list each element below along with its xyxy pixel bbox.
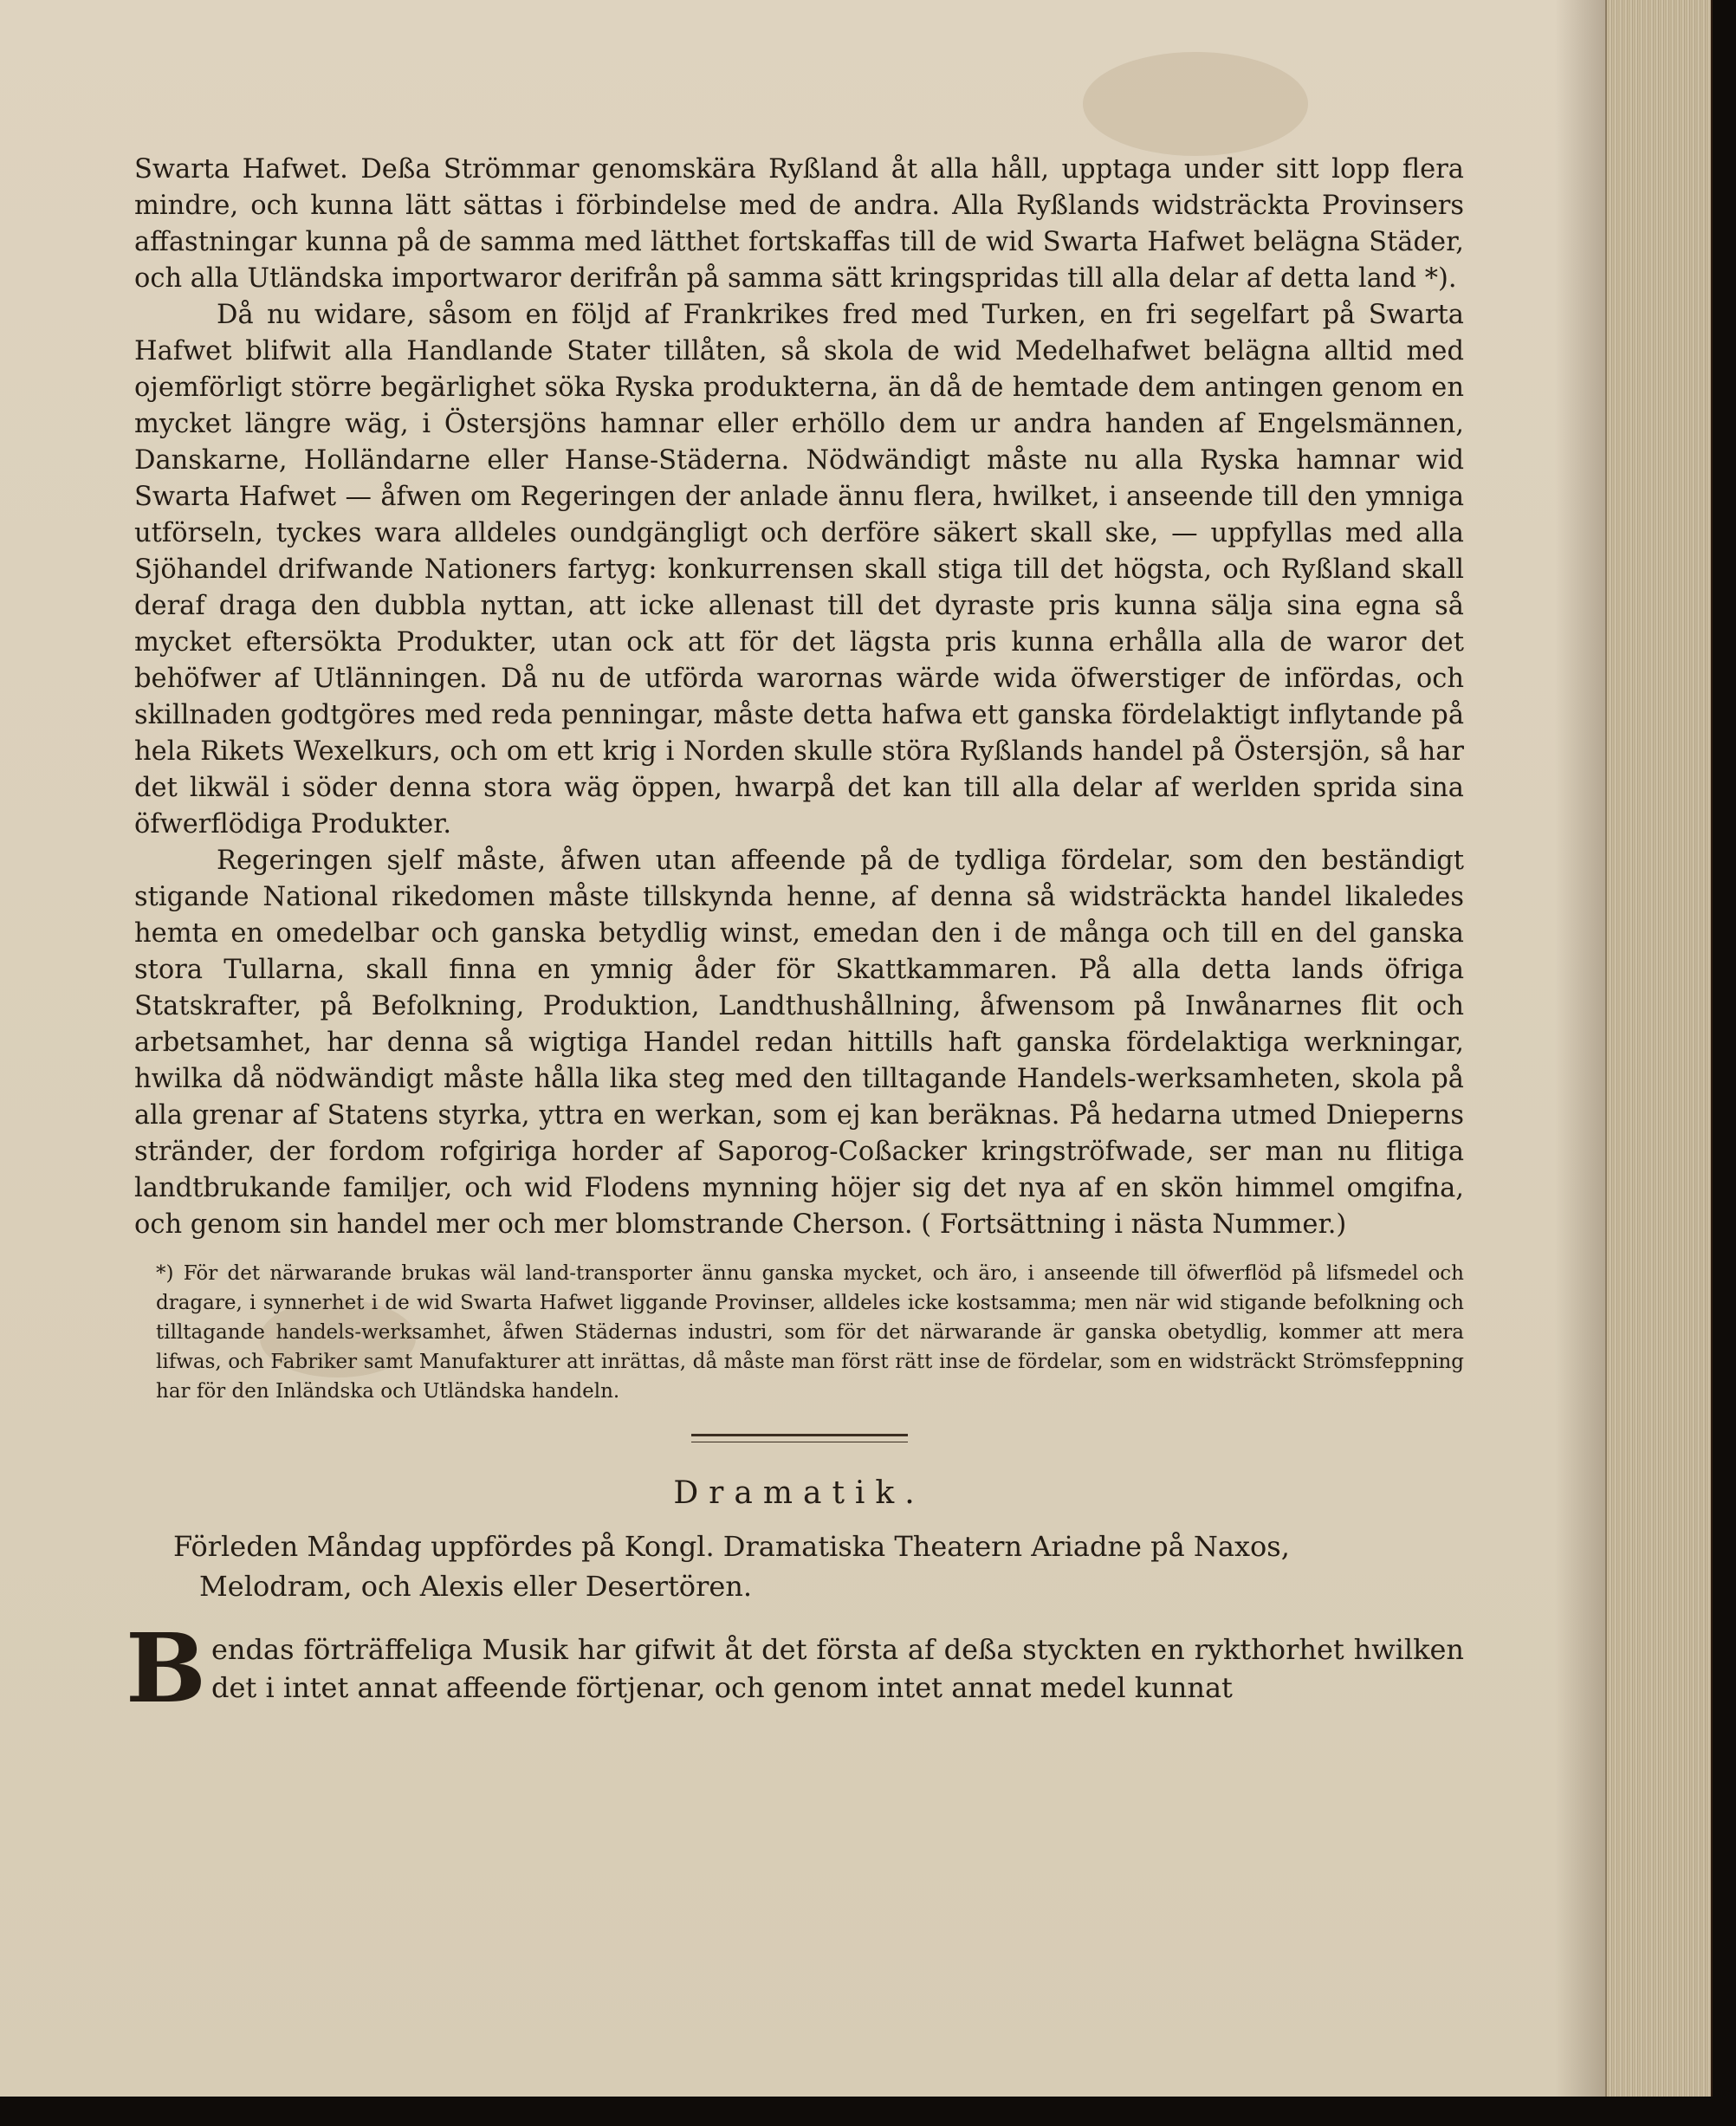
drop-cap: B [126, 1612, 206, 1724]
paper-stain [1083, 52, 1308, 156]
performance-note-line: Förleden Måndag uppfördes på Kongl. Dramatiska Theatern Ariadne på Naxos, [173, 1530, 1290, 1563]
footnote: *) För det närwarande brukas wäl land-transporter ännu ganska mycket, och äro, i anseende till öfwerflöd på lifsmedel och dragare, i synnerhet i de wid Swarta Hafwet liggande Provinser, alldeles icke kostsamma; men när wid stigande befolkning och tilltagande handels-werksamhet, åfwen Städernas industri, som för det närwarande är ganska obetydlig, kommer att mera lifwas, och Fabriker samt Manufakturer att inrättas, då måste man först rätt inse de fördelar, som en widsträckt Strömsfeppning har för den Inländska och Utländska handeln. [156, 1262, 1464, 1403]
review-paragraph [126, 1612, 1464, 1724]
article-body [134, 152, 1464, 1243]
book-page-edges [1605, 0, 1711, 2097]
review-text: endas förträffeliga Musik har gifwit åt det första af deßa styckten en rykthorhet hwilken det i intet annat affeende förtjenar, och genom intet annat medel kunnat [211, 1633, 1464, 1704]
section-divider [691, 1434, 908, 1442]
body-paragraph: Då nu widare, såsom en följd af Frankrikes fred med Turken, en fri segelfart på Swarta Hafwet blifwit alla Handlande Stater tillåten, så skola de wid Medelhafwet belägna alltid med ojemförligt större begärlighet söka Ryska produkterna, än då de hemtade dem antingen genom en mycket längre wäg, i Östersjöns hamnar eller erhöllo dem ur andra handen af Engelsmännen, Danskarne, Holländarne eller Hanse-Städerna. Nödwändigt måste nu alla Ryska hamnar wid Swarta Hafwet — åfwen om Regeringen der anlade ännu flera, hwilket, i anseende till den ymniga utförseln, tyckes wara alldeles oundgängligt och derföre säkert skall ske, — uppfyllas med alla Sjöhandel drifwande Nationers fartyg: konkurrensen skall stiga till det högsta, och Ryßland skall deraf draga den dubbla nyttan, att icke allenast till det dyraste pris kunna sälja sina egna så mycket eftersökta Produkter, utan ock att för det lägsta pris kunna erhålla alla de waror det behöfwer af Utlänningen. Då nu de utförda warornas wärde wida öfwerstiger de infördas, och skillnaden godtgöres med reda penningar, måste detta hafwa ett ganska fördelaktigt inflytande på hela Rikets Wexelkurs, och om ett krig i Norden skulle störa Ryßlands handel på Östersjön, så har det likwäl i söder denna stora wäg öppen, hwarpå det kan till alla delar af werlden sprida sina öfwerflödiga Produkter. [134, 300, 1464, 839]
performance-note-line: Melodram, och Alexis eller Desertören. [199, 1570, 753, 1603]
body-paragraph: Regeringen sjelf måste, åfwen utan affeende på de tydliga fördelar, som den beständigt stigande National rikedomen måste tillskynda henne, af denna så widsträckta handel likaledes hemta en omedelbar och ganska betydlig winst, emedan den i de många och till en del ganska stora Tullarna, skall finna en ymnig åder för Skattkammaren. På alla detta lands öfriga Statskrafter, på Befolkning, Produktion, Landthushållning, åfwensom på Inwånarnes flit och arbetsamhet, har denna så wigtiga Handel redan hittills haft ganska fördelaktiga werkningar, hwilka då nödwändigt måste hålla lika steg med den tilltagande Handels-werksamheten, skola på alla grenar af Statens styrka, yttra en werkan, som ej kan beräknas. På hedarna utmed Dnieperns stränder, der fordom rofgiriga horder af Saporog-Coßacker kringströfwade, ser man nu flitiga landtbrukande familjer, och wid Flodens mynning höjer sig det nya af en skön himmel omgifna, och genom sin handel mer och mer blomstrande Cherson. ( Fortsättning i nästa Nummer.) [134, 846, 1464, 1240]
body-paragraph: Swarta Hafwet. Deßa Strömmar genomskära Ryßland åt alla håll, upptaga under sitt lopp flera mindre, och kunna lätt sättas i förbindelse med de andra. Alla Ryßlands widsträckta Provinsers affastningar kunna på de samma med lätthet fortskaffas till de wid Swarta Hafwet belägna Städer, och alla Utländska importwaror derifrån på samma sätt kringspridas till alla delar af detta land *). [134, 154, 1464, 294]
page-content [126, 152, 1464, 1724]
page-curve-shadow [1555, 0, 1607, 2097]
section-title: Dramatik. [673, 1475, 925, 1511]
